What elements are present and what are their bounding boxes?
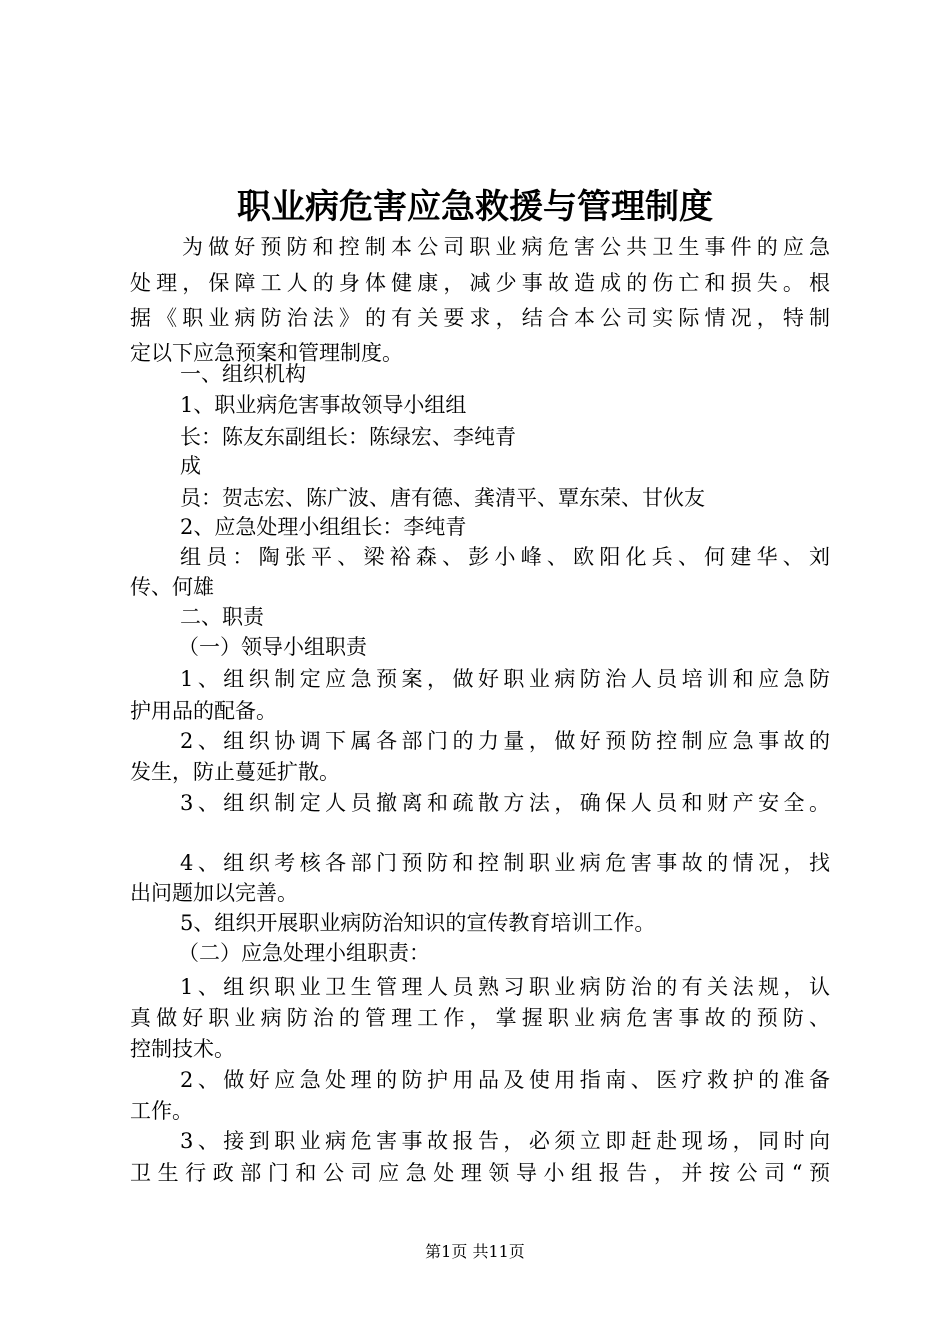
section-heading: 一、组织机构 <box>180 362 306 386</box>
body-line: 传、何雄 <box>130 575 214 599</box>
body-line: 定以下应急预案和管理制度。 <box>130 341 403 365</box>
body-line: 4、组织考核各部门预防和控制职业病危害事故的情况，找 <box>180 851 830 875</box>
body-line: 2、组织协调下属各部门的力量，做好预防控制应急事故的 <box>180 729 830 753</box>
body-line: 长：陈友东副组长：陈绿宏、李纯青 <box>180 425 516 449</box>
body-line: 工作。 <box>130 1099 193 1123</box>
page-number-footer: 第1页 共11页 <box>425 1242 525 1261</box>
body-line: 1、职业病危害事故领导小组组 <box>180 393 467 417</box>
body-line: 处理，保障工人的身体健康，减少事故造成的伤亡和损失。根 <box>130 271 830 295</box>
body-line: 护用品的配备。 <box>130 699 277 723</box>
body-line: 3、接到职业病危害事故报告，必须立即赶赴现场，同时向 <box>180 1129 830 1153</box>
section-heading: 二、职责 <box>180 605 264 629</box>
body-line: 1、组织职业卫生管理人员熟习职业病防治的有关法规，认 <box>180 975 830 999</box>
body-line: 5、组织开展职业病防治知识的宣传教育培训工作。 <box>180 911 656 935</box>
body-line: 发生，防止蔓延扩散。 <box>130 760 340 784</box>
body-line: 为做好预防和控制本公司职业病危害公共卫生事件的应急 <box>182 235 830 259</box>
body-line: 卫生行政部门和公司应急处理领导小组报告，并按公司“预 <box>130 1161 830 1185</box>
body-line: 员：贺志宏、陈广波、唐有德、龚清平、覃东荣、甘伙友 <box>180 486 705 510</box>
body-line: 2、做好应急处理的防护用品及使用指南、医疗救护的准备 <box>180 1068 830 1092</box>
body-line: 2、应急处理小组组长：李纯青 <box>180 515 467 539</box>
body-line: 1、组织制定应急预案，做好职业病防治人员培训和应急防 <box>180 667 830 691</box>
body-line: 据《职业病防治法》的有关要求，结合本公司实际情况，特制 <box>130 306 830 330</box>
body-line: 出问题加以完善。 <box>130 881 298 905</box>
body-line: 控制技术。 <box>130 1037 235 1061</box>
document-title: 职业病危害应急救援与管理制度 <box>237 187 713 227</box>
body-line: 真做好职业病防治的管理工作，掌握职业病危害事故的预防、 <box>130 1006 830 1030</box>
body-line: 成 <box>180 454 201 478</box>
subsection-heading: （二）应急处理小组职责： <box>178 941 430 965</box>
body-line: 组员：陶张平、梁裕森、彭小峰、欧阳化兵、何建华、刘 <box>180 545 830 569</box>
subsection-heading: （一）领导小组职责 <box>178 635 367 659</box>
body-line: 3、组织制定人员撤离和疏散方法，确保人员和财产安全。 <box>180 791 830 815</box>
